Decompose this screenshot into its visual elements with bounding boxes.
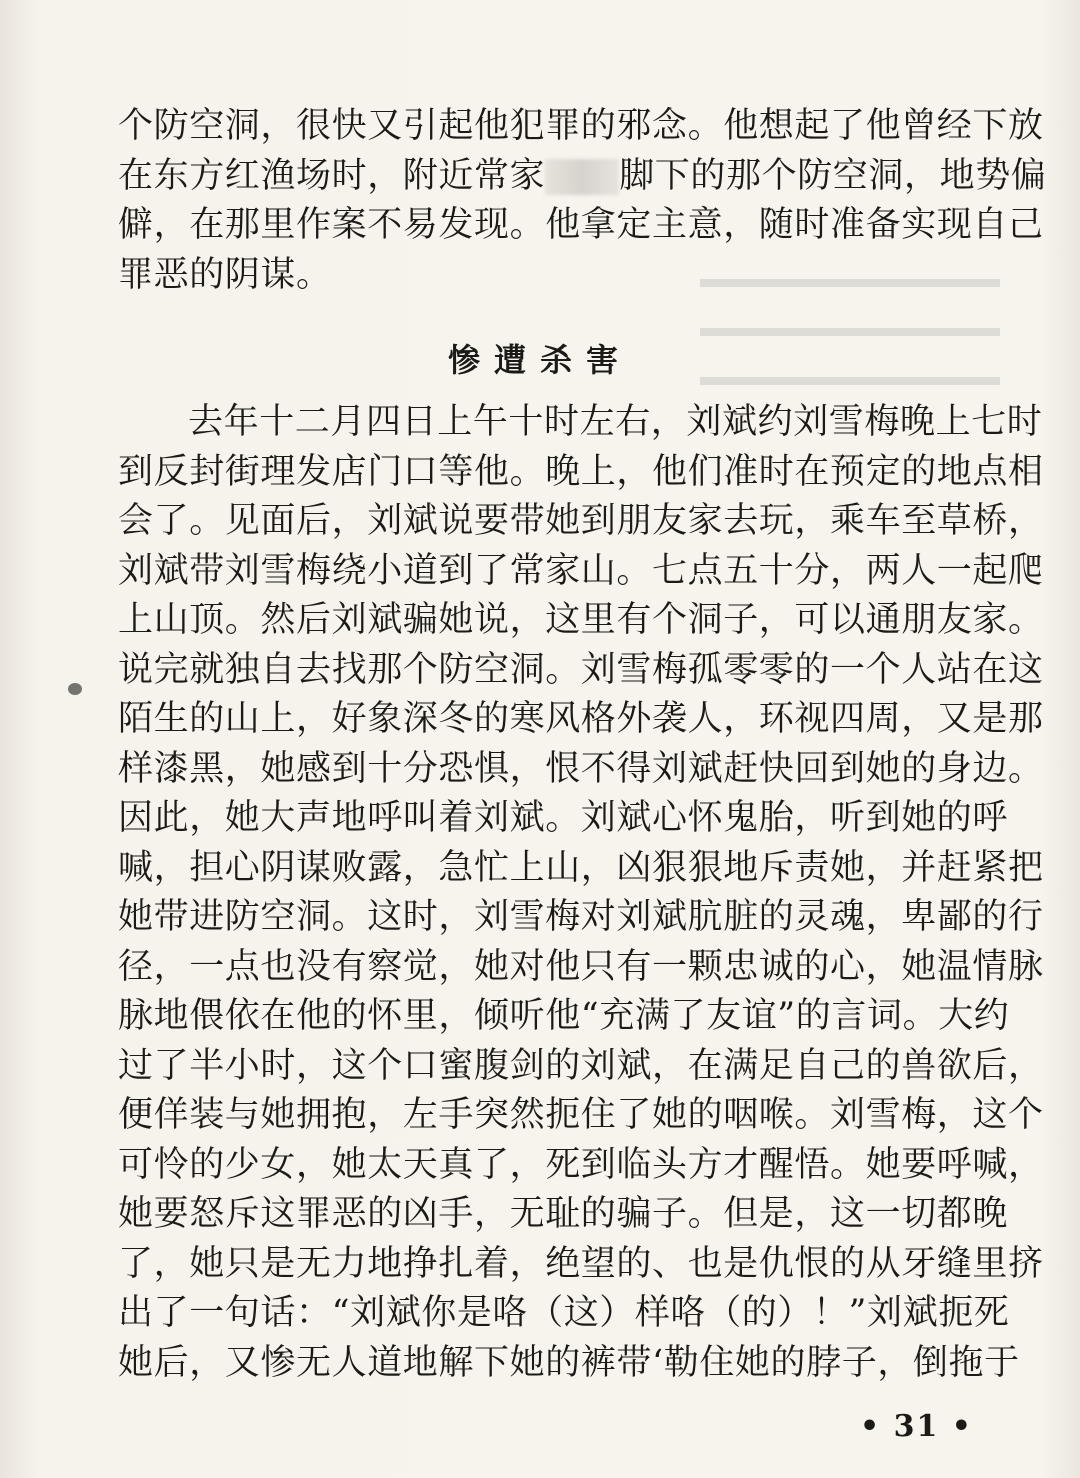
redacted-blur xyxy=(545,159,619,195)
text-line: 径，一点也没有察觉，她对他只有一颗忠诚的心，她温情脉 xyxy=(118,946,1044,987)
text-line: 过了半小时，这个口蜜腹剑的刘斌，在满足自己的兽欲后， xyxy=(118,1045,1044,1086)
text-line: 刘斌带刘雪梅绕小道到了常家山。七点五十分，两人一起爬 xyxy=(118,550,1044,591)
text-line xyxy=(118,152,1047,202)
text-line: 到反封街理发店门口等他。晚上，他们准时在预定的地点相 xyxy=(118,451,1044,492)
text-line: 样漆黑，她感到十分恐惧，恨不得刘斌赶快回到她的身边。 xyxy=(118,748,1044,789)
text-line: 上山顶。然后刘斌骗她说，这里有个洞子，可以通朋友家。 xyxy=(118,600,1044,640)
paragraph-continuation xyxy=(118,102,1047,300)
text-line: 个防空洞，很快又引起他犯罪的邪念。他想起了他曾经下放 xyxy=(118,106,1044,146)
text-segment: 在东方红渔场时，附近常家 xyxy=(118,155,546,196)
text-line: 喊，担心阴谋败露，急忙上山，凶狠狠地斥责她，并赶紧把 xyxy=(118,847,1044,888)
text-line: 她要怒斥这罪恶的凶手，无耻的骗子。但是，这一切都晚 xyxy=(118,1194,1009,1234)
text-line: 便佯装与她拥抱，左手突然扼住了她的咽喉。刘雪梅，这个 xyxy=(118,1095,1044,1135)
text-line: 陌生的山上，好象深冬的寒风格外袭人，环视四周，又是那 xyxy=(118,699,1044,739)
text-line: 说完就独自去找那个防空洞。刘雪梅孤零零的一个人站在这 xyxy=(118,649,1044,690)
section-heading: 惨遭杀害 xyxy=(447,341,632,379)
text-line: 她后，又惨无人道地解下她的裤带‘勒住她的脖子，倒拖于 xyxy=(118,1342,1020,1383)
text-line: 僻，在那里作案不易发现。他拿定主意，随时准备实现自己 xyxy=(118,205,1044,245)
page-number: • 31 • xyxy=(860,1409,973,1444)
ink-spot xyxy=(68,683,82,695)
text-line: 可怜的少女，她太天真了，死到临头方才醒悟。她要呼喊， xyxy=(118,1144,1044,1185)
text-line: 出了一句话：“刘斌你是咯（这）样咯（的）！”刘斌扼死 xyxy=(118,1293,1010,1333)
text-line: 她带进防空洞。这时，刘雪梅对刘斌肮脏的灵魂，卑鄙的行 xyxy=(118,897,1044,937)
text-line: 会了。见面后，刘斌说要带她到朋友家去玩，乘车至草桥， xyxy=(118,501,1044,541)
text-line: 了，她只是无力地挣扎着，绝望的、也是仇恨的从牙缝里挤 xyxy=(118,1243,1044,1284)
paragraph-main xyxy=(118,398,1044,1388)
text-line: 脉地偎依在他的怀里，倾听他“充满了友谊”的言词。大约 xyxy=(118,996,1010,1036)
text-line: 因此，她大声地呼叫着刘斌。刘斌心怀鬼胎，听到她的呼 xyxy=(118,798,1009,838)
text-line: 去年十二月四日上午十时左右，刘斌约刘雪梅晚上七时 xyxy=(188,402,1043,442)
text-segment: 脚下的那个防空洞，地势偏 xyxy=(619,155,1047,196)
text-line: 罪恶的阴谋。 xyxy=(118,254,332,295)
